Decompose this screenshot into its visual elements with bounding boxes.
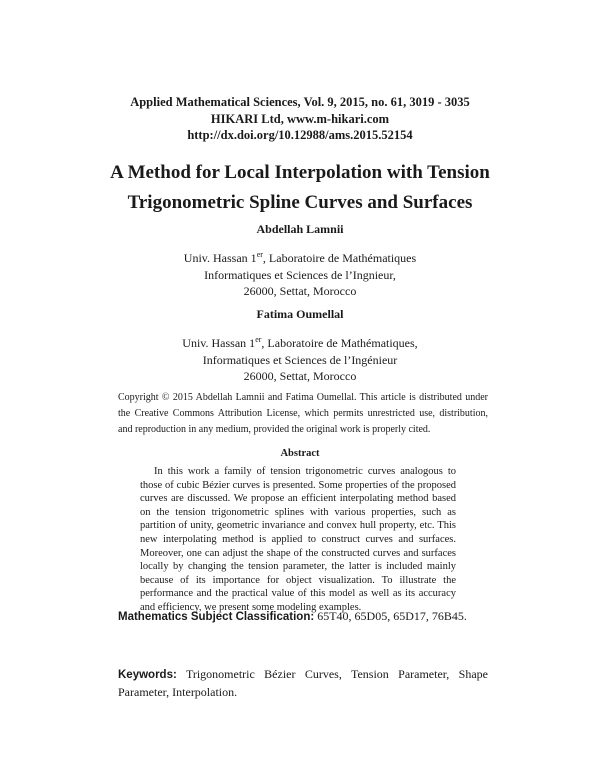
author-name-2: Fatima Oumellal bbox=[256, 307, 344, 321]
author-name-1: Abdellah Lamnii bbox=[256, 222, 344, 236]
affiliation-1 bbox=[0, 250, 600, 300]
title-line-1: A Method for Local Interpolation with Tension bbox=[110, 162, 490, 183]
affiliation-2-line-1: Univ. Hassan 1er, Laboratoire de Mathématiques, bbox=[182, 335, 418, 350]
title-line-2: Trigonometric Spline Curves and Surfaces bbox=[127, 192, 473, 213]
keywords-value: Trigonometric Bézier Curves, Tension Parameter, Shape Parameter, Interpolation. bbox=[118, 667, 488, 699]
msc-label: Mathematics Subject Classification: bbox=[118, 611, 315, 623]
affiliation-1-line-1: Univ. Hassan 1er, Laboratoire de Mathématiques bbox=[183, 250, 417, 265]
keywords bbox=[118, 666, 488, 701]
journal-citation: Applied Mathematical Sciences, Vol. 9, 2015, no. 61, 3019 - 3035 bbox=[130, 95, 470, 109]
affiliation-2-line-3: 26000, Settat, Morocco bbox=[243, 369, 357, 383]
affiliation-2-line-2: Informatiques et Sciences de l’Ingénieur bbox=[202, 352, 398, 367]
paper-title bbox=[0, 158, 600, 218]
msc-value: 65T40, 65D05, 65D17, 76B45. bbox=[317, 609, 467, 623]
keywords-label: Keywords: bbox=[118, 669, 177, 681]
copyright-notice: Copyright © 2015 Abdellah Lamnii and Fatima Oumellal. This article is distributed under the Creative Commons Attribution License, which permits unrestricted use, distribution, and reproduction in any medium, provided the original work is properly cited. bbox=[118, 392, 488, 435]
journal-header bbox=[0, 94, 600, 144]
abstract-body bbox=[140, 465, 456, 615]
affiliation-1-line-2: Informatiques et Sciences de l’Ingnieur, bbox=[204, 267, 396, 282]
affiliation-1-line-3: 26000, Settat, Morocco bbox=[243, 284, 357, 298]
publisher-line: HIKARI Ltd, www.m-hikari.com bbox=[210, 111, 390, 126]
abstract-heading: Abstract bbox=[280, 448, 320, 459]
abstract-text: In this work a family of tension trigonometric curves analogous to those of cubic Bézier curves is presented. Some properties of the proposed curves are discussed. We propose an efficient interpolating method based on the tension trigonometric splines with various properties, such as partition of unity, geometric invariance and convex hull property, etc. This new interpolating method is applied to construct curves and surfaces. Moreover, one can adjust the shape of the constructed curves and surfaces locally by changing the tension parameter, the latter is included mainly because of its importance for object visualization. To illustrate the performance and the practical value of this model as well as its accuracy and efficiency, we present some modeling examples. bbox=[140, 466, 456, 613]
msc-classification bbox=[118, 609, 488, 624]
affiliation-2 bbox=[0, 335, 600, 385]
doi-link[interactable]: http://dx.doi.org/10.12988/ams.2015.52154 bbox=[187, 128, 413, 142]
